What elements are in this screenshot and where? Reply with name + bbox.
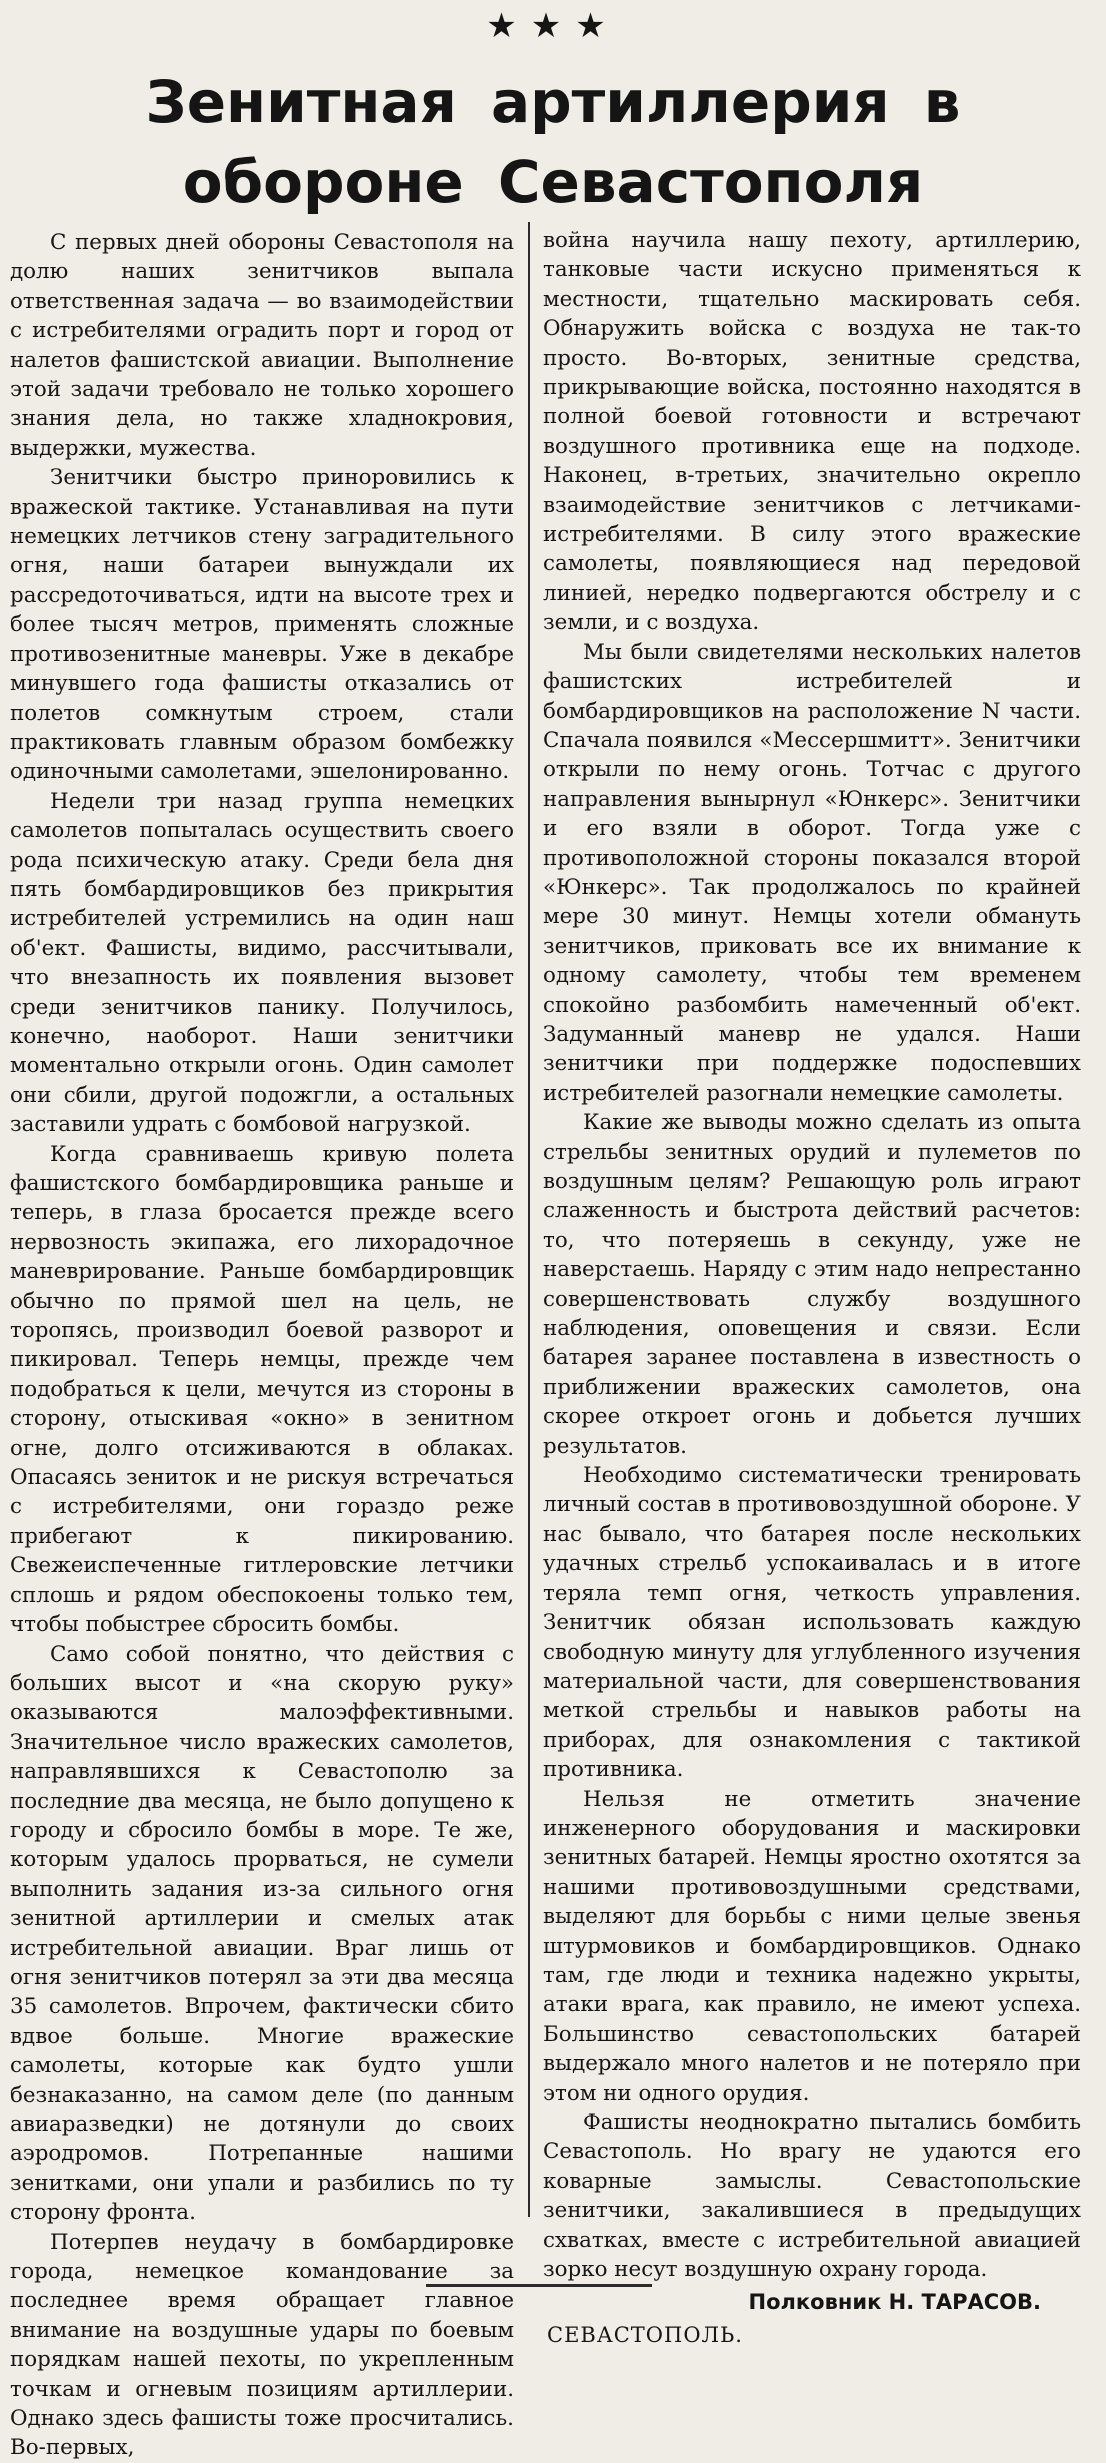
column-right [543,226,1081,2352]
paragraph: Само собой понятно, что действия с больших высот и «на скорую руку» оказываются малоэффективными. Значительное число вражеских самолетов, направлявшихся к Севастополю за последние два месяца, не было допущено к городу и сбросило бомбы в море. Те же, которым удалось прорваться, не сумели выполнить задания из-за сильного огня зенитной артиллерии и смелых атак истребительной авиации. Враг лишь от огня зенитчиков потерял за эти два месяца 35 самолетов. Впрочем, фактически сбито вдвое больше. Многие вражеские самолеты, которые как будто ушли безнаказанно, на самом деле (по данным авиаразведки) не дотянули до своих аэродромов. Потрепанные нашими зенитками, они упали и разбились по ту сторону фронта. [10,1641,514,2226]
dateline: СЕВАСТОПОЛЬ. [547,2323,743,2348]
paragraph: С первых дней обороны Севастополя на долю наших зенитчиков выпала ответственная задача — во взаимодействии с истребителями оградить порт и город от налетов фашистской авиации. Выполнение этой задачи требовало не только хорошего знания дела, но также хладнокровия, выдержки, мужества. [10,230,514,461]
paragraph: Мы были свидетелями нескольких налетов фашистских истребителей и бомбардировщиков на расположение N части. Спачала появился «Мессершмитт». Зенитчики открыли по нему огонь. Тотчас с другого направления вынырнул «Юнкерс». Зенитчики и его взяли в оборот. Тогда уже с противоположной стороны показался второй «Юнкерс». Так продолжалось по крайней мере 30 минут. Немцы хотели обмануть зенитчиков, приковать все их внимание к одному самолету, чтобы тем временем спокойно разбомбить намеченный об'ект. Задуманный маневр не удался. Наши зенитчики при поддержке подоспевших истребителей разогнали немецкие самолеты. [543,639,1081,1106]
paragraph: Когда сравниваешь кривую полета фашистского бомбардировщика раньше и теперь, в глаза бросается прежде всего нервозность экипажа, его лихорадочное маневрирование. Раньше бомбардировщик обычно по прямой шел на цель, не торопясь, производил боевой разворот и пикировал. Теперь немцы, прежде чем подобраться к цели, мечутся из стороны в сторону, отыскивая «окно» в зенитном огне, долго отсиживаются в облаках. Опасаясь зениток и не рискуя встречаться с истребителями, они гораздо реже прибегают к пикированию. Свежеиспеченные гитлеровские летчики сплошь и рядом обеспокоены только тем, чтобы побыстрее сбросить бомбы. [10,1141,514,1638]
paragraph: Фашисты неоднократно пытались бомбить Севастополь. Но врагу не удаются его коварные замыслы. Севастопольские зенитчики, закалившиеся в предыдущих схватках, вместе с истребительной авиацией зорко несут воздушную охрану города. [543,2110,1081,2283]
column-left [10,228,514,2463]
paragraph: Необходимо систематически тренировать личный состав в противовоздушной обороне. У нас бывало, что батарея после нескольких удачных стрельб успокаивалась и в итоге теряла темп огня, четкость управления. Зенитчик обязан использовать каждую свободную минуту для углубленного изучения материальной части, для совершенствования меткой стрельбы и навыков работы на приборах, для ознакомления с тактикой противника. [543,1463,1081,1783]
paragraph: Какие же выводы можно сделать из опыта стрельбы зенитных орудий и пулеметов по воздушным целям? Решающую роль играют слаженность и быстрота действий расчетов: то, что потеряешь в секунду, уже не наверстаешь. Наряду с этим надо непрестанно совершенствовать службу воздушного наблюдения, оповещения и связи. Если батарея заранее поставлена в известность о приближении вражеских самолетов, она скорее откроет огонь и добьется лучших результатов. [543,1110,1081,1459]
title-line-1: Зенитная артиллерия в [145,68,961,136]
column-divider [528,222,530,2217]
paragraph: Зенитчики быстро приноровились к вражеской тактике. Устанавливая на пути немецких летчиков стену заградительного огня, наши батареи вынуждали их рассредоточиваться, идти на высоте трех и более тысяч метров, применять сложные противозенитные маневры. Уже в декабре минувшего года фашисты отказались от полетов сомкнутым строем, стали практиковать главным образом бомбежку одиночными самолетами, эшелонированно. [10,465,514,785]
paragraph: война научила нашу пехоту, артиллерию, танковые части искусно применяться к местности, тщательно маскировать себя. Обнаружить войска с воздуха не так-то просто. Во-вторых, зенитные средства, прикрывающие войска, постоянно находятся в полной боевой готовности и встречают воздушного противника еще на подходе. Наконец, в-третьих, значительно окрепло взаимодействие зенитчиков с летчиками-истребителями. В силу этого вражеские самолеты, появляющиеся над передовой линией, нередко подвергаются обстрелу и с земли, и с воздуха. [543,228,1081,636]
paragraph: Нельзя не отметить значение инженерного оборудования и маскировки зенитных батарей. Немцы яростно охотятся за нашими противовоздушными средствами, выделяют для борьбы с ними целые звенья штурмовиков и бомбардировщиков. Однако там, где люди и техника надежно укрыты, атаки врага, как правило, не имеют успеха. Большинство севастопольских батарей выдержало много налетов и не потеряло при этом ни одного орудия. [543,1786,1081,2106]
article-title [60,62,1046,222]
signature-block [543,2286,1081,2352]
author-signature: Полковник Н. ТАРАСОВ. [748,2290,1041,2315]
paragraph: Недели три назад группа немецких самолетов попыталась осуществить своего рода психическую атаку. Среди бела дня пять бомбардировщиков без прикрытия истребителей устремились на один наш об'ект. Фашисты, видимо, рассчитывали, что внезапность их появления вызовет среди зенитчиков панику. Получилось, конечно, наоборот. Наши зенитчики моментально открыли огонь. Один самолет они сбили, другой подожгли, а остальных заставили удрать с бомбовой нагрузкой. [10,788,514,1138]
title-line-2: обороне Севастополя [182,148,924,216]
three-stars-ornament: ★★★ [486,6,620,46]
paragraph: Потерпев неудачу в бомбардировке города, немецкое командование за последнее время обращает главное внимание на воздушные удары по боевым порядкам нашей пехоты, по укрепленным точкам и огневым позициям артиллерии. Однако здесь фашисты тоже просчитались. Во-первых, [10,2229,514,2461]
bottom-rule [426,2284,652,2287]
